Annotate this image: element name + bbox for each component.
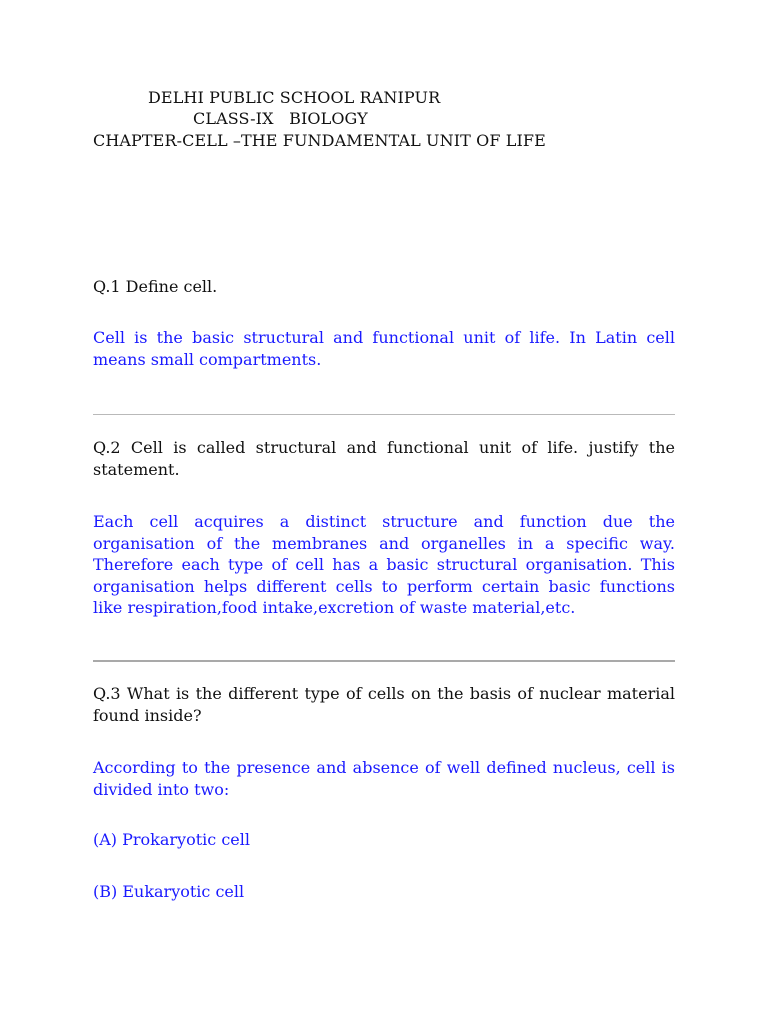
chapter-title: CHAPTER-CELL –THE FUNDAMENTAL UNIT OF LIFE (93, 131, 546, 150)
question-2: Q.2 Cell is called structural and functional unit of life. justify the statement. (93, 438, 675, 479)
answer-3: According to the presence and absence of well defined nucleus, cell is divided into two: (93, 758, 675, 799)
option-a: (A) Prokaryotic cell (93, 830, 250, 849)
option-b: (B) Eukaryotic cell (93, 882, 245, 901)
question-3: Q.3 What is the different type of cells on the basis of nuclear material found inside? (93, 684, 675, 725)
answer-1: Cell is the basic structural and functional unit of life. In Latin cell means small compartments. (93, 328, 675, 369)
class-subject: CLASS-IX BIOLOGY (193, 109, 368, 128)
question-1: Q.1 Define cell. (93, 277, 218, 296)
divider-2 (93, 660, 675, 662)
school-name: DELHI PUBLIC SCHOOL RANIPUR (148, 88, 441, 107)
answer-2: Each cell acquires a distinct structure and function due the organisation of the membranes and organelles in a specific way. Therefore each type of cell has a basic structural organisation. This organisation helps different cells to perform certain basic functions like respiration,food intake,excretion of waste material,etc. (93, 512, 675, 617)
divider-1 (93, 414, 675, 415)
